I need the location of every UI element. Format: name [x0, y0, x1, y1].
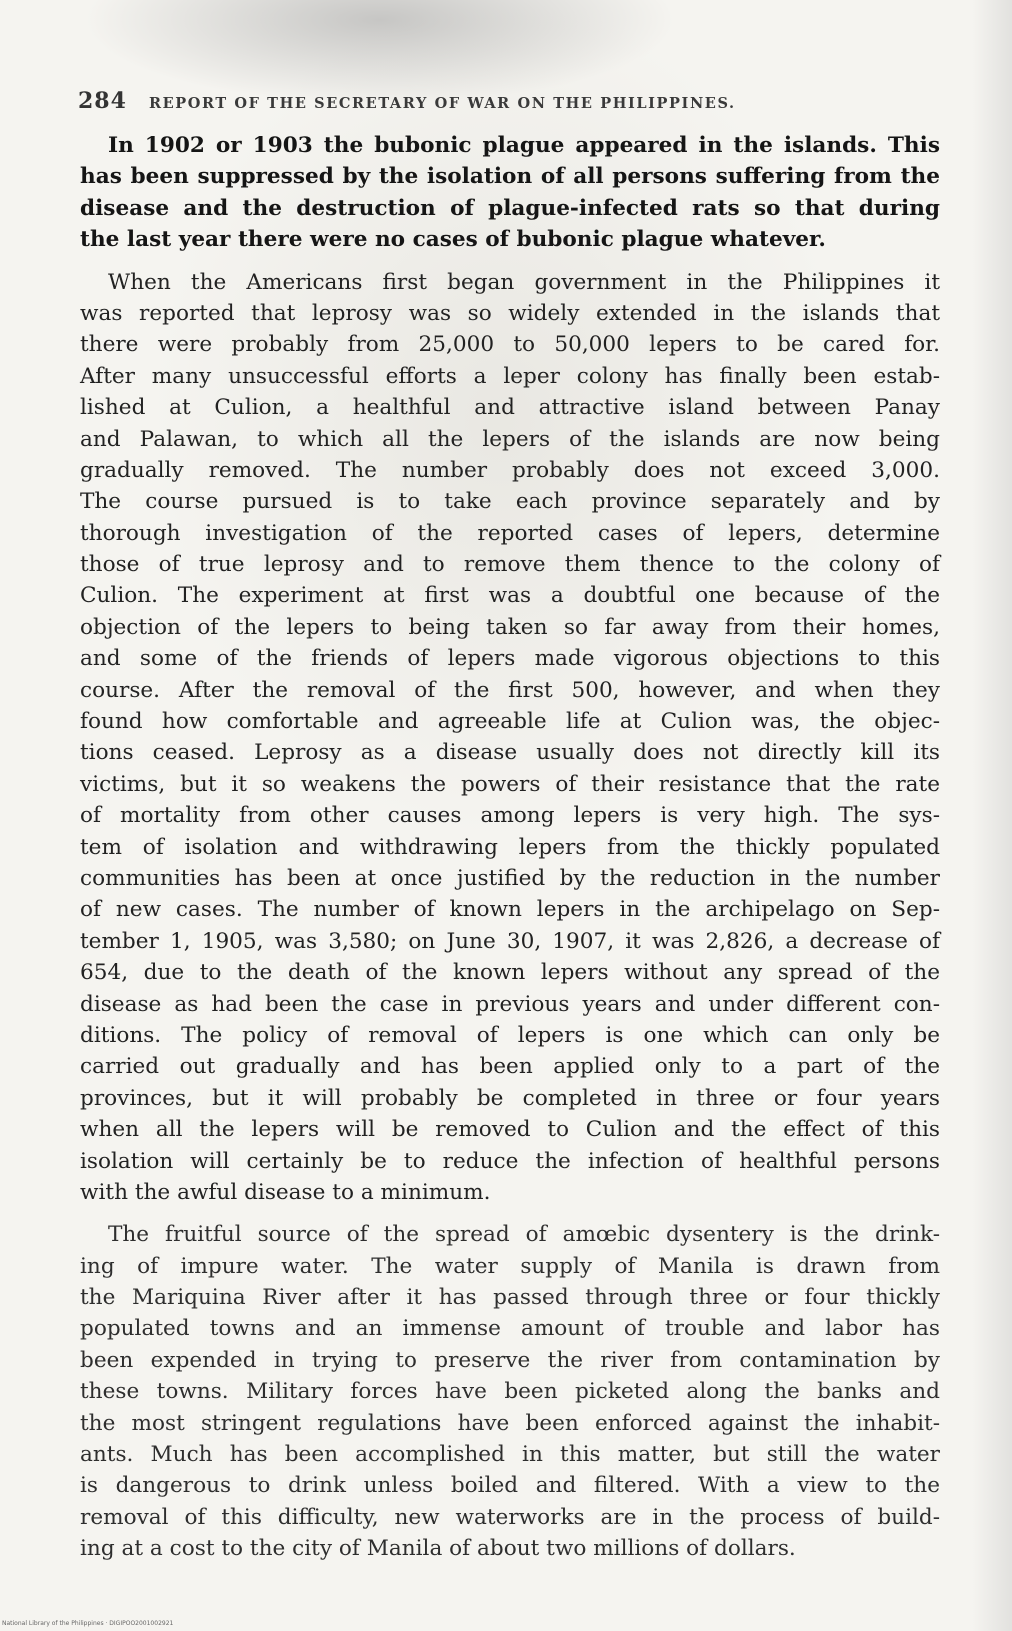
text-line: been expended in trying to preserve the river from contamination by — [80, 1347, 940, 1373]
text-line: In 1902 or 1903 the bubonic plague appeared in the islands. This — [108, 133, 940, 158]
text-line: the most stringent regulations have been enforced against the inhabit- — [80, 1410, 940, 1436]
text-line: and some of the friends of lepers made vigorous objections to this — [80, 646, 940, 672]
text-line: tember 1, 1905, was 3,580; on June 30, 1907, it was 2,826, a decrease of — [80, 928, 940, 954]
text-line: gradually removed. The number probably does not exceed 3,000. — [80, 457, 940, 483]
text-line: removal of this difficulty, new waterworks are in the process of build- — [80, 1504, 940, 1530]
text-line: was reported that leprosy was so widely extended in the islands that — [80, 300, 940, 326]
page-number: 284 — [78, 88, 127, 114]
text-line: isolation will certainly be to reduce the infection of healthful persons — [80, 1148, 940, 1174]
text-line: of new cases. The number of known lepers in the archipelago on Sep- — [80, 897, 940, 923]
text-line: lished at Culion, a healthful and attractive island between Panay — [80, 395, 940, 421]
text-line: The fruitful source of the spread of amœbic dysentery is the drink- — [108, 1222, 940, 1248]
text-line: ants. Much has been accomplished in this matter, but still the water — [80, 1442, 940, 1468]
paragraph-dysentery — [80, 1219, 940, 1564]
text-line: disease and the destruction of plague-infected rats so that during — [80, 195, 940, 221]
text-line: objection of the lepers to being taken so far away from their homes, — [80, 614, 940, 640]
text-line: there were probably from 25,000 to 50,000 lepers to be cared for. — [80, 332, 940, 358]
text-line: carried out gradually and has been applied only to a part of the — [80, 1054, 940, 1080]
text-line: ditions. The policy of removal of lepers is one which can only be — [80, 1022, 940, 1048]
text-line: with the awful disease to a minimum. — [80, 1179, 491, 1205]
paragraph-bubonic-plague — [80, 130, 940, 256]
text-line: these towns. Military forces have been picketed along the banks and — [80, 1379, 940, 1405]
text-line: thorough investigation of the reported cases of lepers, determine — [80, 520, 940, 546]
text-line: tions ceased. Leprosy as a disease usually does not directly kill its — [80, 740, 940, 766]
text-line: When the Americans first began government in the Philippines it — [108, 269, 940, 295]
running-head: REPORT OF THE SECRETARY OF WAR ON THE PHILIPPINES. — [148, 95, 736, 112]
text-line: tem of isolation and withdrawing lepers from the thickly populated — [80, 834, 940, 860]
text-line: populated towns and an immense amount of trouble and labor has — [80, 1316, 940, 1342]
page-header — [78, 88, 938, 118]
text-line: disease as had been the case in previous years and under different con- — [80, 991, 940, 1017]
text-line: found how comfortable and agreeable life at Culion was, the objec- — [80, 709, 940, 735]
page-edge-shadow — [972, 0, 1012, 1631]
library-footer: National Library of the Philippines · DIGIPOO2001002921 — [2, 1620, 174, 1627]
text-line: and Palawan, to which all the lepers of the islands are now being — [80, 426, 940, 452]
text-line: course. After the removal of the first 500, however, and when they — [80, 677, 940, 703]
text-line: victims, but it so weakens the powers of their resistance that the rate — [80, 771, 940, 797]
text-line: has been suppressed by the isolation of all persons suffering from the — [80, 164, 940, 190]
text-line: the last year there were no cases of bubonic plague whatever. — [80, 227, 826, 253]
text-line: ing at a cost to the city of Manila of about two millions of dollars. — [80, 1536, 796, 1562]
text-line: After many unsuccessful efforts a leper colony has finally been estab- — [80, 363, 940, 389]
text-line: provinces, but it will probably be completed in three or four years — [80, 1085, 940, 1111]
text-line: those of true leprosy and to remove them thence to the colony of — [80, 552, 940, 578]
text-line: communities has been at once justified by the reduction in the number — [80, 865, 940, 891]
text-line: the Mariquina River after it has passed through three or four thickly — [80, 1285, 940, 1311]
text-line: Culion. The experiment at first was a doubtful one because of the — [80, 583, 940, 609]
text-line: 654, due to the death of the known lepers without any spread of the — [80, 960, 940, 986]
text-line: The course pursued is to take each province separately and by — [80, 489, 940, 515]
paragraph-leprosy — [80, 267, 940, 1209]
text-line: of mortality from other causes among lepers is very high. The sys- — [80, 803, 940, 829]
body-text — [80, 130, 940, 1576]
text-line: ing of impure water. The water supply of Manila is drawn from — [80, 1253, 940, 1279]
text-line: is dangerous to drink unless boiled and filtered. With a view to the — [80, 1473, 940, 1499]
text-line: when all the lepers will be removed to Culion and the effect of this — [80, 1117, 940, 1143]
